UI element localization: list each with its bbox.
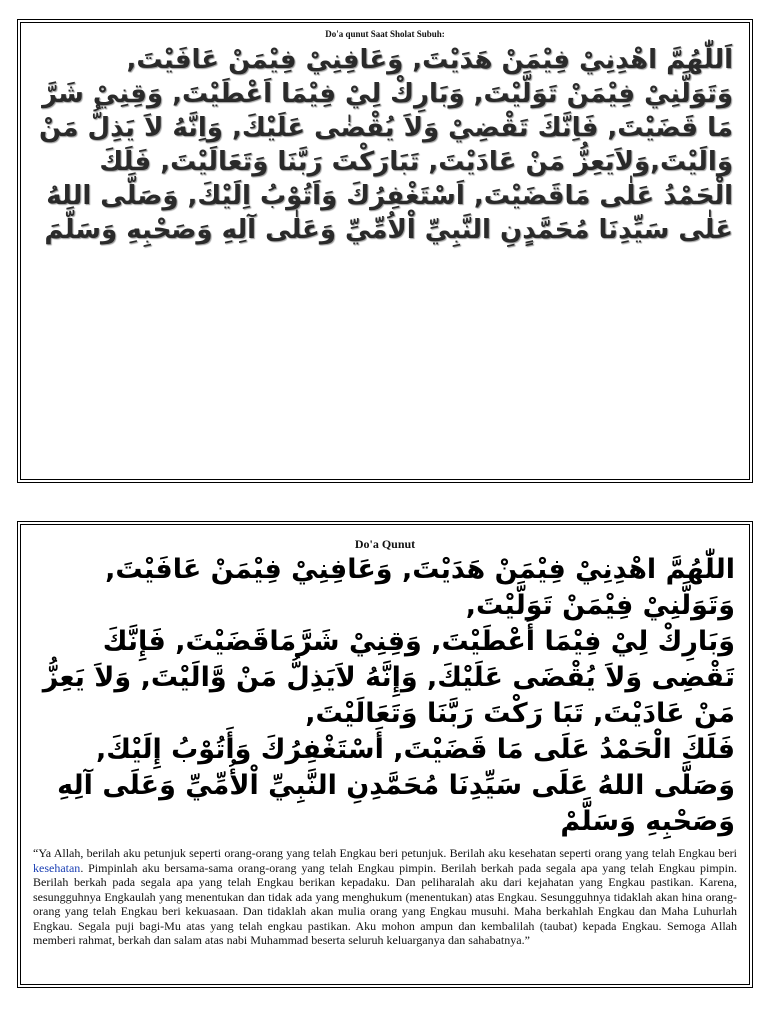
translation-paragraph — [21, 840, 749, 948]
translation-text: “Ya Allah, berilah aku petunjuk seperti orang-orang yang telah Engkau beri petunjuk. Berilah aku kesehatan seperti orang yang telah Engkau beri — [33, 846, 737, 860]
arabic-line: اللّٰهُمَّ اهْدِنِيْ فِيْمَنْ هَدَيْتَ, وَعَافِنِيْ فِيْمَنْ عَافَيْتَ, وَتَوَلَّنِيْ فِيْمَنْ تَوَلَّيْتَ, — [105, 554, 735, 621]
arabic-line: وَبَارِكْ لِيْ فِيْمَا أَعْطَيْتَ, وَقِنِيْ شَرَّمَاقَضَيْتَ, فَإِنَّكَ تَقْضِى وَلاَ يُقْضَى عَلَيْكَ, وَإِنَّهُ لاَيَذِلُّ مَنْ وَّالَيْتَ, وَلاَ يَعِزُّ مَنْ عَادَيْتَ, تَبَا رَكْتَ رَبَّنَا وَتَعَالَيْتَ, — [42, 626, 735, 729]
top-card-arabic-text: اَللّٰهُمَّ اهْدِنِيْ فِيْمَنْ هَدَيْتَ, وَعَافِنِيْ فِيْمَنْ عَافَيْتَ, وَتَوَلَّنِيْ فِيْمَنْ تَوَلَّيْتَ, وَبَارِكْ لِيْ فِيْمَا اَعْطَيْتَ, وَقِنِيْ شَرَّ مَا قَضَيْتَ, فَاِنَّكَ تَقْضِيْ وَلاَ يُقْضٰى عَلَيْكَ, وَاِنَّهُ لاَ يَذِلُّ مَنْ وَالَيْتَ,وَلاَيَعِزُّ مَنْ عَادَيْتَ, تَبَارَكْتَ رَبَّنَا وَتَعَالَيْتَ, فَلَكَ الْحَمْدُ عَلٰى مَاقَضَيْتَ, اَسْتَغْفِرُكَ وَاَتُوْبُ اِلَيْكَ, وَصَلَّى اللهُ عَلٰى سَيِّدِنَا مُحَمَّدٍنِ النَّبِيِّ اْلاُمِّيِّ وَعَلٰى آلِهِ وَصَحْبِهِ وَسَلَّمَ — [39, 45, 733, 245]
top-card — [20, 22, 750, 480]
kesehatan-link[interactable]: kesehatan — [33, 860, 81, 875]
translation-text: . Pimpinlah aku bersama-sama orang-orang yang telah Engkau pimpin. Berilah berkah pada segala apa yang telah Engkau pimpin. Berilah berkah pada segala apa yang telah Engkau berikan kepadaku. Dan peliharalah aku dari kejahatan yang Engkau pastikan. Karena, sesungguhnya Engkaulah yang menentukan dan tidak ada yang menghukum (menentukan) atas Engkau. Sesungguhnya tidaklah akan hina orang-orang yang telah Engkau beri kekuasaan. Dan tidaklah akan mulia orang yang Engkau musuhi. Maha berkahlah Engkau dan Maha Luhurlah Engkau. Segala puji bagi-Mu atas yang telah engkau pastikan. Aku mohon ampun dan kembalilah (taubat) kepada Engkau. Semoga Allah memberi rahmat, berkah dan salam atas nabi Muhammad beserta seluruh keluarganya dan sahabatnya.” — [33, 860, 737, 947]
arabic-line: وَصَلَّى اللهُ عَلَى سَيِّدِنَا مُحَمَّدِنِ النَّبِيِّ اْلأُمِّيِّ وَعَلَى آلِهِ وَصَحْبِهِ وَسَلَّمْ — [57, 770, 735, 837]
bottom-card-arabic-text — [21, 552, 749, 840]
bottom-card-title: Do'a Qunut — [354, 537, 416, 551]
bottom-card — [20, 524, 750, 985]
top-card-title: Do'a qunut Saat Sholat Subuh: — [325, 29, 445, 39]
arabic-line: فَلَكَ الْحَمْدُ عَلَى مَا قَضَيْتَ, أَسْتَغْفِرُكَ وَأَتُوْبُ إِلَيْكَ, — [95, 734, 735, 765]
